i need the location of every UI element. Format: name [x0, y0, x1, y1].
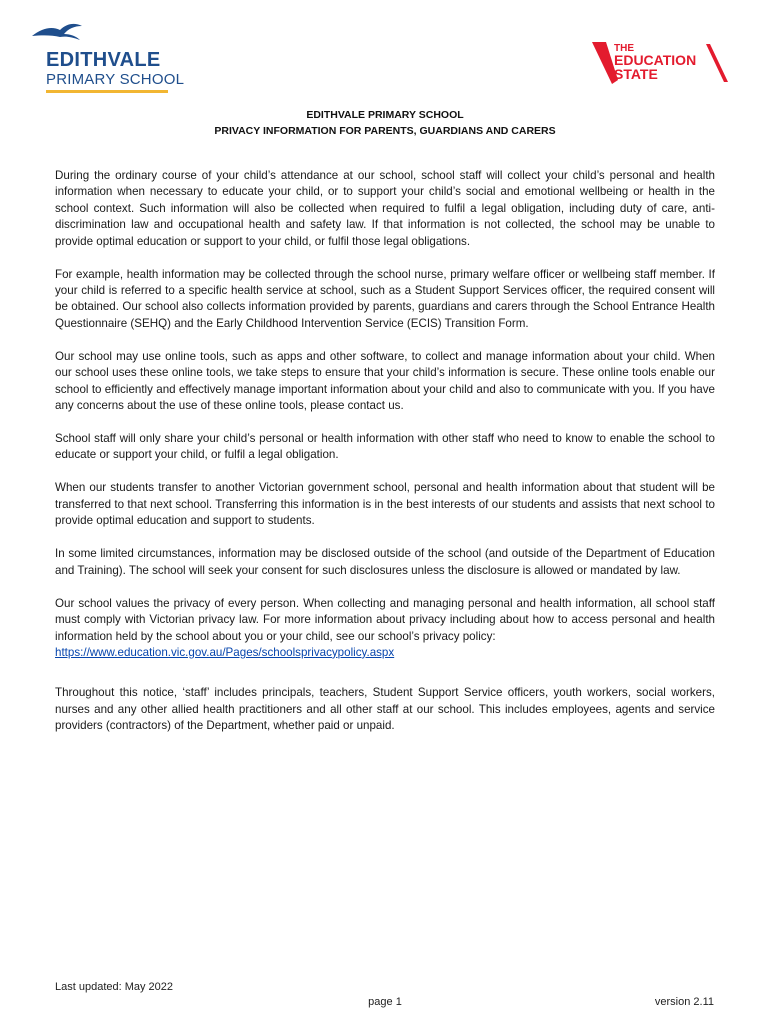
state-logo-state: STATE — [614, 66, 658, 82]
bird-icon — [30, 20, 90, 46]
paragraph-health-info: For example, health information may be collected through the school nurse, primary welfare officer or wellbeing staff member. If your child is referred to a specific health service at school, such as a Student Support Services officer, the required consent will be obtained. Our school also collects information provided by parents, guardians and carers through the School Entrance Health Questionnaire (SEHQ) and the Early Childhood Intervention Service (ECIS) Transition Form. — [55, 267, 715, 330]
school-logo — [30, 20, 185, 100]
page-number: page 1 — [368, 996, 402, 1008]
education-state-logo — [588, 40, 728, 86]
paragraph-transfer: When our students transfer to another Victorian government school, personal and health information about that student will be transferred to that next school. Transferring this information is in the best interests of our students and assists that next school to provide optimal education and support to students. — [55, 481, 715, 528]
document-body — [55, 168, 715, 751]
paragraph-sharing: School staff will only share your child’s personal or health information with other staff who need to know to enable the school to educate or support your child, or fulfil a legal obligation. — [55, 432, 715, 462]
spacer — [55, 661, 715, 685]
privacy-policy-text: Our school values the privacy of every person. When collecting and managing personal and health information, all school staff must comply with Victorian privacy law. For more information about privacy including about how to access personal and health information held by the school about you or your child, see our school’s privacy policy: — [55, 596, 715, 643]
document-title: EDITHVALE PRIMARY SCHOOL — [306, 109, 464, 121]
privacy-policy-link[interactable]: https://www.education.vic.gov.au/Pages/schoolsprivacypolicy.aspx — [55, 645, 395, 659]
paragraph-disclosure: In some limited circumstances, information may be disclosed outside of the school (and outside of the Department of Education and Training). The school will seek your consent for such disclosures unless the disclosure is allowed or mandated by law. — [55, 547, 715, 577]
paragraph-collection: During the ordinary course of your child’s attendance at our school, school staff will collect your child’s personal and health information when necessary to educate your child, or to support your child’s social and emotional wellbeing or health in the school context. Such information will also be collected when required to fulfil a legal obligation, including duty of care, anti-discrimination law and occupational health and safety law. If that information is not collected, the school may be unable to provide optimal education or support to your child, or fulfil those legal obligations. — [55, 169, 715, 248]
state-logo-the: THE — [614, 43, 634, 54]
school-subtitle: PRIMARY SCHOOL — [46, 71, 185, 88]
paragraph-online-tools: Our school may use online tools, such as apps and other software, to collect and manage information about your child. When our school uses these online tools, we take steps to ensure that your child’s information is secure. These online tools enable our school to efficiently and effectively manage important information about your child and also to communicate with you. If you have any concerns about the use of these online tools, please contact us. — [55, 349, 715, 413]
paragraph-privacy-policy — [55, 596, 715, 662]
state-logo-education: EDUCATION — [614, 52, 697, 68]
school-logo-underline — [46, 90, 168, 93]
document-subtitle: PRIVACY INFORMATION FOR PARENTS, GUARDIANS AND CARERS — [214, 125, 556, 137]
school-name: EDITHVALE — [46, 49, 161, 71]
last-updated: Last updated: May 2022 — [55, 981, 174, 993]
paragraph-staff-definition: Throughout this notice, ‘staff’ includes principals, teachers, Student Support Service officers, youth workers, social workers, nurses and any other allied health practitioners and all other staff at our school. This includes employees, agents and service providers (contractors) of the Department, whether paid or unpaid. — [55, 686, 715, 733]
version-label: version 2.11 — [654, 996, 714, 1008]
